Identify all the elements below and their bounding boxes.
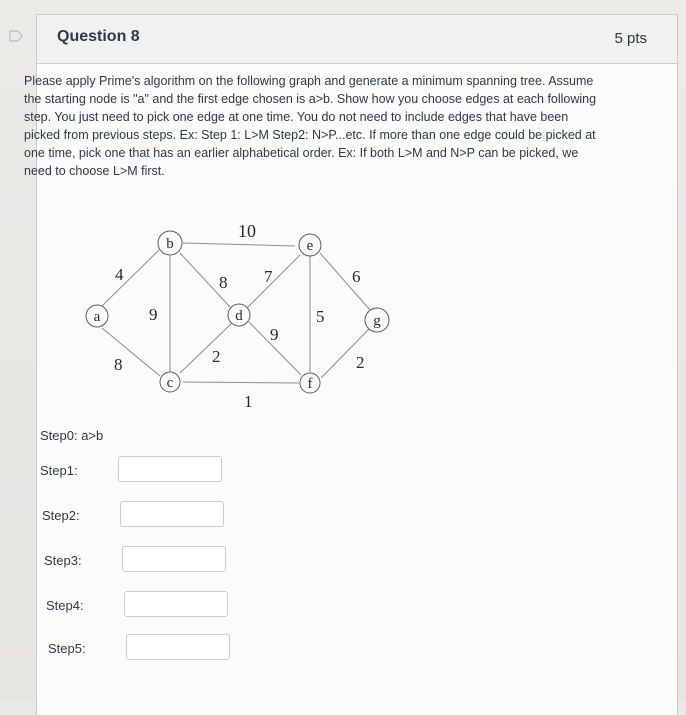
node-d-label: d — [235, 308, 243, 324]
step3-label: Step3: — [44, 553, 82, 568]
node-c-label: c — [166, 375, 174, 391]
question-title: Question 8 — [57, 28, 140, 45]
node-e-label: e — [306, 238, 314, 254]
step5-row — [48, 634, 248, 664]
step2-input[interactable] — [120, 501, 224, 527]
step3-input[interactable] — [122, 546, 226, 572]
question-text: Please apply Prime's algorithm on the following graph and generate a minimum spanning tree. Assume the starting node is "a" and the first edge chosen is a>b. Show how you choose edges at each following step. You just need to pick one edge at one time. You do not need to include edges that have been picked from previous steps. Ex: Step 1: L>M Step2: N>P...etc. If more than one edge could be picked at one time, pick one that has an earlier alphabetical order. Ex: If both L>M and N>P can be picked, we need to choose L>M first. — [24, 74, 597, 178]
weight-e-f: 5 — [316, 307, 325, 326]
step5-input[interactable] — [126, 634, 230, 660]
edge-a-b — [102, 250, 159, 306]
graph-diagram — [42, 210, 381, 411]
weight-d-f: 9 — [270, 325, 279, 344]
weight-c-d: 2 — [212, 347, 221, 366]
question-points: 5 pts — [614, 30, 647, 47]
edge-c-d — [180, 323, 232, 373]
weight-a-b: 4 — [115, 265, 124, 284]
weight-d-e: 7 — [264, 267, 273, 286]
edge-e-g — [320, 253, 370, 310]
weight-b-e: 10 — [238, 221, 256, 241]
weight-a-c: 8 — [114, 355, 123, 374]
edge-a-c — [102, 328, 160, 376]
step2-row — [42, 501, 242, 531]
weight-b-d: 8 — [219, 273, 228, 292]
edge-b-e — [183, 243, 295, 246]
step4-input[interactable] — [124, 591, 228, 617]
edge-d-e — [247, 255, 300, 308]
weight-f-g: 2 — [356, 353, 365, 372]
node-f-label: f — [307, 376, 313, 392]
step1-label: Step1: — [40, 463, 78, 478]
step3-row — [44, 546, 244, 576]
step2-label: Step2: — [42, 508, 80, 523]
step1-row — [40, 456, 240, 486]
weight-b-c: 9 — [149, 305, 158, 324]
question-header — [37, 15, 677, 64]
step5-label: Step5: — [48, 641, 86, 656]
weight-e-g: 6 — [352, 267, 361, 286]
edge-c-f — [183, 382, 299, 383]
step4-row — [46, 591, 246, 621]
node-g-label: g — [373, 313, 381, 329]
weight-c-f: 1 — [244, 392, 253, 411]
step1-input[interactable] — [118, 456, 222, 482]
step4-label: Step4: — [46, 598, 84, 613]
node-a-label: a — [93, 309, 101, 325]
step0-text: Step0: a>b — [40, 428, 104, 443]
node-b-label: b — [166, 236, 174, 252]
bookmark-flag-icon[interactable] — [9, 29, 23, 43]
